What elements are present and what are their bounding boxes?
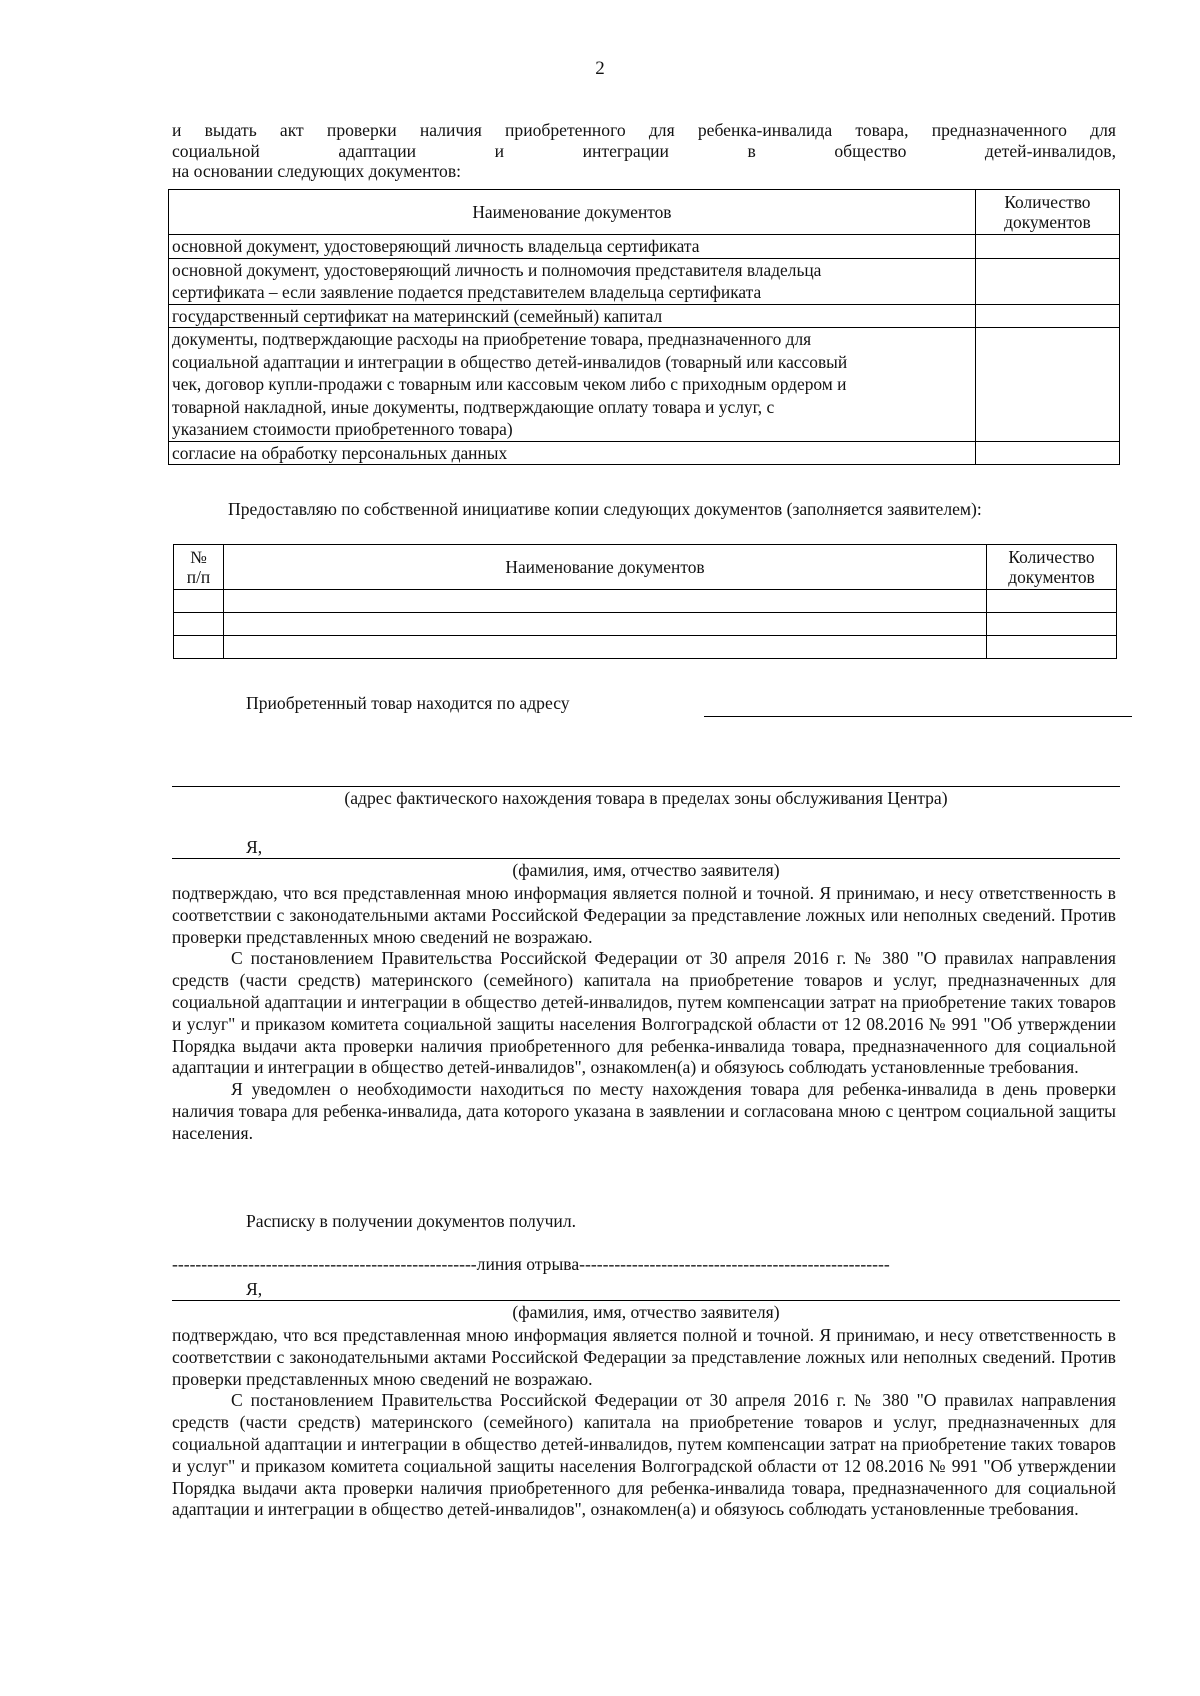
- table-row: [174, 636, 1117, 659]
- declaration-block-2: [172, 1325, 1116, 1521]
- intro-word: социальной: [172, 140, 260, 161]
- table-row: [174, 613, 1117, 636]
- intro-word: детей-инвалидов,: [984, 140, 1116, 161]
- intro-line-3: на основании следующих документов:: [172, 161, 462, 181]
- table-row: [169, 441, 1120, 465]
- applicant-name-line[interactable]: [172, 858, 1120, 859]
- header-number: [174, 545, 224, 590]
- doc-count-cell[interactable]: [975, 235, 1119, 259]
- table-row: [169, 304, 1120, 328]
- doc-name-cell: [169, 258, 976, 304]
- intro-word: интеграции: [582, 140, 669, 161]
- decree-paragraph-2: С постановлением Правительства Российской Федерации от 30 апреля 2016 г. № 380 "О правилах направления средств (части средств) материнского (семейного) капитала на приобретение товаров и услуг, предназначенных для социальной адаптации и интеграции в общество детей-инвалидов, путем компенсации затрат на приобретение таких товаров и услуг" и приказом комитета социальной защиты населения Волгоградской области от 12 08.2016 № 991 "Об утверждении Порядка выдачи акта проверки наличия приобретенного для ребенка-инвалида товара, предназначенного для социальной адаптации и интеграции в общество детей-инвалидов", ознакомлен(а) и обязуюсь соблюдать установленные требования.: [172, 1390, 1116, 1520]
- doc-name-line: основной документ, удостоверяющий личность владельца сертификата: [172, 236, 700, 256]
- header-doc-count: [987, 545, 1117, 590]
- doc-name-cell: [169, 328, 976, 442]
- table-header-row: [169, 190, 1120, 235]
- table-row: [169, 235, 1120, 259]
- header-number-line1: №: [190, 546, 207, 567]
- header-doc-name: Наименование документов: [224, 545, 987, 590]
- tear-dashes-right: -----------------------------------------------------: [579, 1254, 890, 1274]
- header-doc-count-line1: Количество: [1008, 546, 1095, 567]
- applicant-ya-2: Я,: [246, 1279, 263, 1299]
- intro-word: в: [747, 140, 756, 161]
- header-doc-count: [975, 190, 1119, 235]
- address-input-line[interactable]: [704, 716, 1132, 717]
- address-input-line-2[interactable]: [172, 786, 1120, 787]
- doc-name-line: товарной накладной, иные документы, подтверждающие оплату товара и услуг, с: [172, 396, 775, 417]
- table-row: [169, 328, 1120, 442]
- header-doc-count-line2: документов: [1004, 212, 1091, 232]
- address-label: Приобретенный товар находится по адресу: [246, 693, 570, 713]
- doc-name-cell[interactable]: [224, 613, 987, 636]
- table-row: [169, 258, 1120, 304]
- tear-off-line: [172, 1254, 992, 1275]
- intro-word: адаптации: [338, 140, 417, 161]
- address-caption: (адрес фактического нахождения товара в пределах зоны обслуживания Центра): [344, 788, 948, 808]
- doc-name-line: основной документ, удостоверяющий личность и полномочия представителя владельца: [172, 259, 822, 280]
- notified-paragraph: Я уведомлен о необходимости находиться по месту нахождения товара для ребенка-инвалида в день проверки наличия товара для ребенка-инвалида, дата которого указана в заявлении и согласована мною с центром социальной защиты населения.: [172, 1079, 1116, 1143]
- row-number-cell[interactable]: [174, 590, 224, 613]
- header-number-line2: п/п: [186, 567, 211, 587]
- doc-count-cell[interactable]: [975, 441, 1119, 465]
- applicant-name-caption-2: (фамилия, имя, отчество заявителя): [512, 1302, 780, 1322]
- table-header-row: [174, 545, 1117, 590]
- intro-line-1: и выдать акт проверки наличия приобретенного для ребенка-инвалида товара, предназначенного для: [172, 120, 1116, 140]
- doc-count-cell[interactable]: [987, 613, 1117, 636]
- doc-name-cell: [169, 441, 976, 465]
- intro-text: [172, 120, 1116, 182]
- header-doc-count-line1: Количество: [1004, 191, 1091, 212]
- receipt-received: Расписку в получении документов получил.: [246, 1211, 577, 1231]
- confirm-paragraph: подтверждаю, что вся представленная мною информация является полной и точной. Я принимаю, и несу ответственность в соответствии с законодательными актами Российской Федерации за представление ложных или неполных сведений. Против проверки представленных мною сведений не возражаю.: [172, 883, 1116, 947]
- row-number-cell[interactable]: [174, 636, 224, 659]
- doc-name-cell[interactable]: [224, 590, 987, 613]
- doc-count-cell[interactable]: [987, 636, 1117, 659]
- applicant-ya: Я,: [246, 837, 263, 857]
- table-row: [174, 590, 1117, 613]
- doc-count-cell[interactable]: [987, 590, 1117, 613]
- doc-count-cell[interactable]: [975, 258, 1119, 304]
- page-number: 2: [595, 58, 605, 79]
- doc-name-line: согласие на обработку персональных данных: [172, 442, 508, 463]
- doc-name-line: социальной адаптации и интеграции в общество детей-инвалидов (товарный или кассовый: [172, 351, 848, 372]
- doc-name-line: государственный сертификат на материнский (семейный) капитал: [172, 305, 663, 326]
- intro-word: общество: [834, 140, 907, 161]
- intro-word: и: [494, 140, 505, 161]
- row-number-cell[interactable]: [174, 613, 224, 636]
- doc-count-cell[interactable]: [975, 304, 1119, 328]
- doc-name-line: документы, подтверждающие расходы на приобретение товара, предназначенного для: [172, 329, 812, 349]
- doc-name-line: указанием стоимости приобретенного товара): [172, 419, 513, 439]
- own-initiative-note: Предоставляю по собственной инициативе копии следующих документов (заполняется заявителем):: [228, 499, 982, 519]
- confirm-paragraph-2: подтверждаю, что вся представленная мною информация является полной и точной. Я принимаю, и несу ответственность в соответствии с законодательными актами Российской Федерации за представление ложных или неполных сведений. Против проверки представленных мною сведений не возражаю.: [172, 1325, 1116, 1389]
- intro-line-2: [172, 141, 1116, 162]
- doc-name-cell: [169, 235, 976, 259]
- applicant-name-line-2[interactable]: [172, 1300, 1120, 1301]
- required-documents-table: [168, 189, 1120, 465]
- doc-name-line: чек, договор купли-продажи с товарным или кассовым чеком либо с приходным ордером и: [172, 374, 847, 394]
- own-documents-table: [173, 544, 1117, 659]
- doc-count-cell[interactable]: [975, 328, 1119, 442]
- header-doc-count-line2: документов: [1008, 567, 1095, 587]
- declaration-block-1: [172, 883, 1116, 1145]
- applicant-name-caption: (фамилия, имя, отчество заявителя): [512, 860, 780, 880]
- doc-name-cell[interactable]: [224, 636, 987, 659]
- tear-label: линия отрыва: [476, 1254, 580, 1274]
- doc-name-cell: [169, 304, 976, 328]
- header-doc-name: Наименование документов: [169, 190, 976, 235]
- doc-name-line: сертификата – если заявление подается представителем владельца сертификата: [172, 282, 762, 302]
- decree-paragraph: С постановлением Правительства Российской Федерации от 30 апреля 2016 г. № 380 "О правилах направления средств (части средств) материнского (семейного) капитала на приобретение товаров и услуг, предназначенных для социальной адаптации и интеграции в общество детей-инвалидов, путем компенсации затрат на приобретение таких товаров и услуг" и приказом комитета социальной защиты населения Волгоградской области от 12 08.2016 № 991 "Об утверждении Порядка выдачи акта проверки наличия приобретенного для ребенка-инвалида товара, предназначенного для социальной адаптации и интеграции в общество детей-инвалидов", ознакомлен(а) и обязуюсь соблюдать установленные требования.: [172, 948, 1116, 1078]
- tear-dashes-left: ----------------------------------------------------: [172, 1254, 477, 1274]
